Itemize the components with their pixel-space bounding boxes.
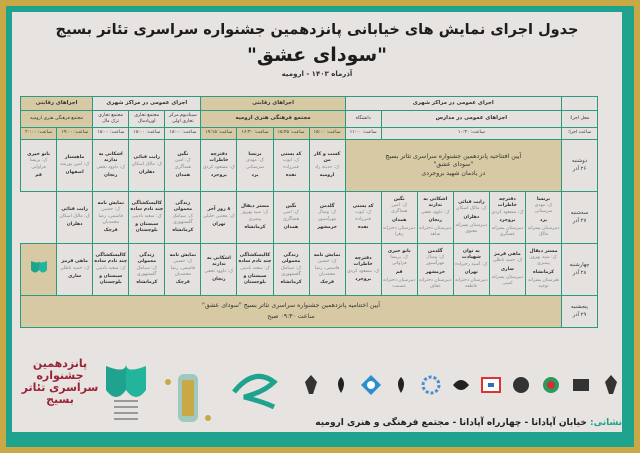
- municipality-logo-icon: [420, 372, 442, 398]
- red-logo-icon: [480, 372, 502, 398]
- sponsor-logos: [300, 372, 622, 398]
- show-cell: اشکانی به ندارند ک: داوود نجفی زنجان: [93, 140, 129, 192]
- show-cell: ۸ روز آخر ک: مجتبی خلیلی تهران: [201, 192, 237, 244]
- venue-orpad: مجتمع تجاری اورپادمال: [129, 111, 165, 128]
- show-cell: کد پستی ک: ایوب قنبرزاده نقده: [345, 192, 381, 244]
- venue-urmia-complex: مجتمع فرهنگی هنری ارومیه: [201, 111, 345, 128]
- time-label: ساعت اجرا:: [562, 128, 598, 140]
- poster-subtitle: "سودای عشق": [246, 44, 388, 66]
- theater-mask-icon: [29, 258, 49, 278]
- show-cell: نمایش نامه ک: حسین قاسمی، رضا محمدیان فرچک: [165, 244, 201, 296]
- venue-olee: سینادیوم مرکز تجاری اولی: [165, 111, 201, 128]
- time-turk: ساعت: ۱۸:۰۰: [93, 128, 129, 140]
- poster-header: [12, 22, 622, 78]
- show-cell: نگین ک: امین همتاگری همدان: [273, 192, 309, 244]
- show-cell: زندگی معمولی ک: سیامک گلستهوری کرمانشاه: [165, 192, 201, 244]
- show-cell: بانو خیری ک: پریسا فراوانی قم: [21, 140, 57, 192]
- show-cell: زندگی معمولی ک: سیامک گلستهوری کرمانشاه: [273, 244, 309, 296]
- show-cell: برنسا ک: مهدی سرستانی یزد: [237, 140, 273, 192]
- basij-logo-icon: [540, 372, 562, 398]
- row-thursday: [21, 296, 598, 328]
- venue-turk: مجتمع تجاری ترک مال: [93, 111, 129, 128]
- day-cell: دوشنبه ۲۶ آذر: [562, 140, 598, 192]
- day-cell: سه‌شنبه ۲۷ آذر: [562, 192, 598, 244]
- group-competition-left: اجراهای رقابتی: [21, 97, 93, 111]
- show-cell: زندگی معمولی ک: سیامک گلستهوری کرمانشاه: [129, 244, 165, 296]
- time-c5: ساعت: ۱۹:۰۰: [57, 128, 93, 140]
- group-public-left: اجرای عمومی در مراکز شهری: [93, 97, 201, 111]
- sepah-logo-2-icon: [300, 372, 322, 398]
- sepah-logo-icon: [600, 372, 622, 398]
- show-cell: مستر دیفال ک: سید بهروز پیمبری کرمانشاه: [237, 192, 273, 244]
- school-show-cell: دفترچه خاطرات ک: مسعود کردی بروجرد دبیرستان پسرانه عسگری: [489, 192, 525, 244]
- show-cell: نمایش نامه ک: حسین قاسمی، رضا محمدیان فرچک: [309, 244, 345, 296]
- show-cell: گلدمن ک: وصال مهرآسبور خرمشهر: [309, 192, 345, 244]
- address-text: خیابان آپادانا - چهارراه آپادانا - مجتمع فرهنگی و هنری ارومیه: [315, 418, 587, 428]
- show-cell: اشکانی به ندارند ک: داوود نجفی زنجان: [201, 244, 237, 296]
- school-show-cell: اشکانی به ندارند ک: داوود نجفی زنجان دبیرستان دخترانه شاهد: [417, 192, 453, 244]
- festival-logo-text: پانزدهمین جشنواره سراسری تئاتر بسیج: [21, 357, 99, 407]
- time-c4: ساعت: ۱۷:۱۵: [201, 128, 237, 140]
- group-public-right: اجرای عمومی در مراکز شهری: [345, 97, 561, 111]
- address: [315, 418, 622, 428]
- culture-logo-icon: [510, 372, 532, 398]
- school-show-cell: به توان شهیادت ک: آسیه رجبزاده تهران دبیرستان دخترانه عاطفه: [453, 244, 489, 296]
- theater-mask-cell: [21, 244, 57, 296]
- sahebdelan-logo-icon: [224, 362, 284, 422]
- book-logo-icon: [570, 372, 592, 398]
- day-cell: چهارشنبه ۲۸ آذر: [562, 244, 598, 296]
- venue-university: دانشگاه: [345, 111, 381, 128]
- school-show-cell: ماهی قرمز ک: حمید ناظلی ساری دبیرستان پسرانه امینی: [489, 244, 525, 296]
- endowment-logo-icon: [360, 372, 382, 398]
- time-c6: ساعت: ۲۰:۰۰: [21, 128, 57, 140]
- time-c1: ساعت: ۱۵:۰۰: [309, 128, 345, 140]
- venue-label: محل اجرا:: [562, 111, 598, 128]
- group-competition-mid: اجراهای رقابتی: [201, 97, 345, 111]
- corner-cell: [562, 97, 598, 111]
- opening-ceremony: آیین افتتاحیه پانزدهمین جشنواره سراسری تئاتر بسیج "سودای عشق" در یادمان شهید بروجردی: [345, 140, 561, 192]
- time-c3: ساعت: ۱۶:۳۰: [237, 128, 273, 140]
- school-show-cell: برنسا ک: مهدی سرستانی یزد دبیرستان پسرانه مالک: [525, 192, 561, 244]
- emblem-logo-icon: [390, 372, 412, 398]
- show-cell: رایت فنائی ک: مالک اسکان دهلران: [129, 140, 165, 192]
- show-cell: کسب و کار من ک: حدیثه راد ارومیه: [309, 140, 345, 192]
- day-cell: پنجشنبه ۲۹ آذر: [562, 296, 598, 328]
- time-olee: ساعت: ۱۸:۰۰: [165, 128, 201, 140]
- show-cell: کالیسکشاگی چند نادم ساده ک: سعید بادینی سیستان و بلوچستان: [237, 244, 273, 296]
- festival-mask-logo-icon: [102, 360, 150, 430]
- closing-ceremony: آیین اختتامیه پانزدهمین جشنواره سراسری تئاتر بسیج "سودای عشق" ساعت ۰۹:۳۰ صبح: [21, 296, 562, 328]
- show-cell: دفترچه خاطرات ک: مسعود کردی بروجرد: [345, 244, 381, 296]
- show-cell: ماهستار ک: امین پورمند اصفهان: [57, 140, 93, 192]
- venue-schools: اجراهای عمومی در مدارس: [381, 111, 561, 128]
- poster-title: جدول اجرای نمایش های خیابانی پانزدهمین جشنواره سراسری تئاتر بسیج: [55, 22, 579, 38]
- school-show-cell: نگین ک: امین همتاگری همدان دبیرستان دخترانه زهرا: [381, 192, 417, 244]
- show-cell: کالیسکشاگی چند نادم ساده ک: سعید بادینی سیستان و بلوچستان: [93, 244, 129, 296]
- schedule-table: [20, 96, 598, 328]
- school-show-cell: بانو خیری ک: پریسا فراوانی قم دبیرستان دخترانه عصمت: [381, 244, 417, 296]
- time-orpad: ساعت: ۱۸:۰۰: [129, 128, 165, 140]
- show-cell: نگین ک: امین همتاگری همدان: [165, 140, 201, 192]
- show-cell: دفترچه خاطرات ک: مسعود کردی بروجرد: [201, 140, 237, 192]
- broadcast-logo-icon: [450, 372, 472, 398]
- calligraphy-logo-icon: [160, 362, 216, 432]
- time-schools: ساعت: ۱۰:۳۰: [381, 128, 561, 140]
- row-tuesday: [21, 192, 598, 244]
- show-cell: رایت فنائی ک: مالک اسکان دهلران: [57, 192, 93, 244]
- show-cell: نمایش نامه ک: حسین قاسمی، رضا محمدیان فرچک: [93, 192, 129, 244]
- show-cell: کالیسکشاگی چند نادم ساده ک: سعید بادینی سیستان و بلوچستان: [129, 192, 165, 244]
- school-show-cell: رایت فنائی ک: مالک اسکان دهلران دبیرستان پسرانه معنوی: [453, 192, 489, 244]
- poster-date: آذرماه ۱۴۰۳ - ارومیه: [281, 70, 353, 78]
- show-cell: کد پستی ک: ایوب قنبرزاده نقده: [273, 140, 309, 192]
- row-wednesday: [21, 244, 598, 296]
- address-label: نشانی:: [589, 418, 622, 428]
- time-c2: ساعت: ۱۵:۴۵: [273, 128, 309, 140]
- show-cell: ماهی قرمز ک: حمید ناظلی ساری: [57, 244, 93, 296]
- emblem-logo-2-icon: [330, 372, 352, 398]
- school-show-cell: مستر دیفال ک: سید بهروز پیمبری کرمانشاه هنرستان پسرانه توحید: [525, 244, 561, 296]
- venue-urmia-complex-2: مجتمع فرهنگی هنری ارومیه: [21, 111, 93, 128]
- time-university: ساعت: ۱۱:۰۰: [345, 128, 381, 140]
- school-show-cell: گلدمن ک: وصال مهرآسبور خرمشهر دبیرستان دخترانه عفاف: [417, 244, 453, 296]
- row-monday: [21, 140, 598, 192]
